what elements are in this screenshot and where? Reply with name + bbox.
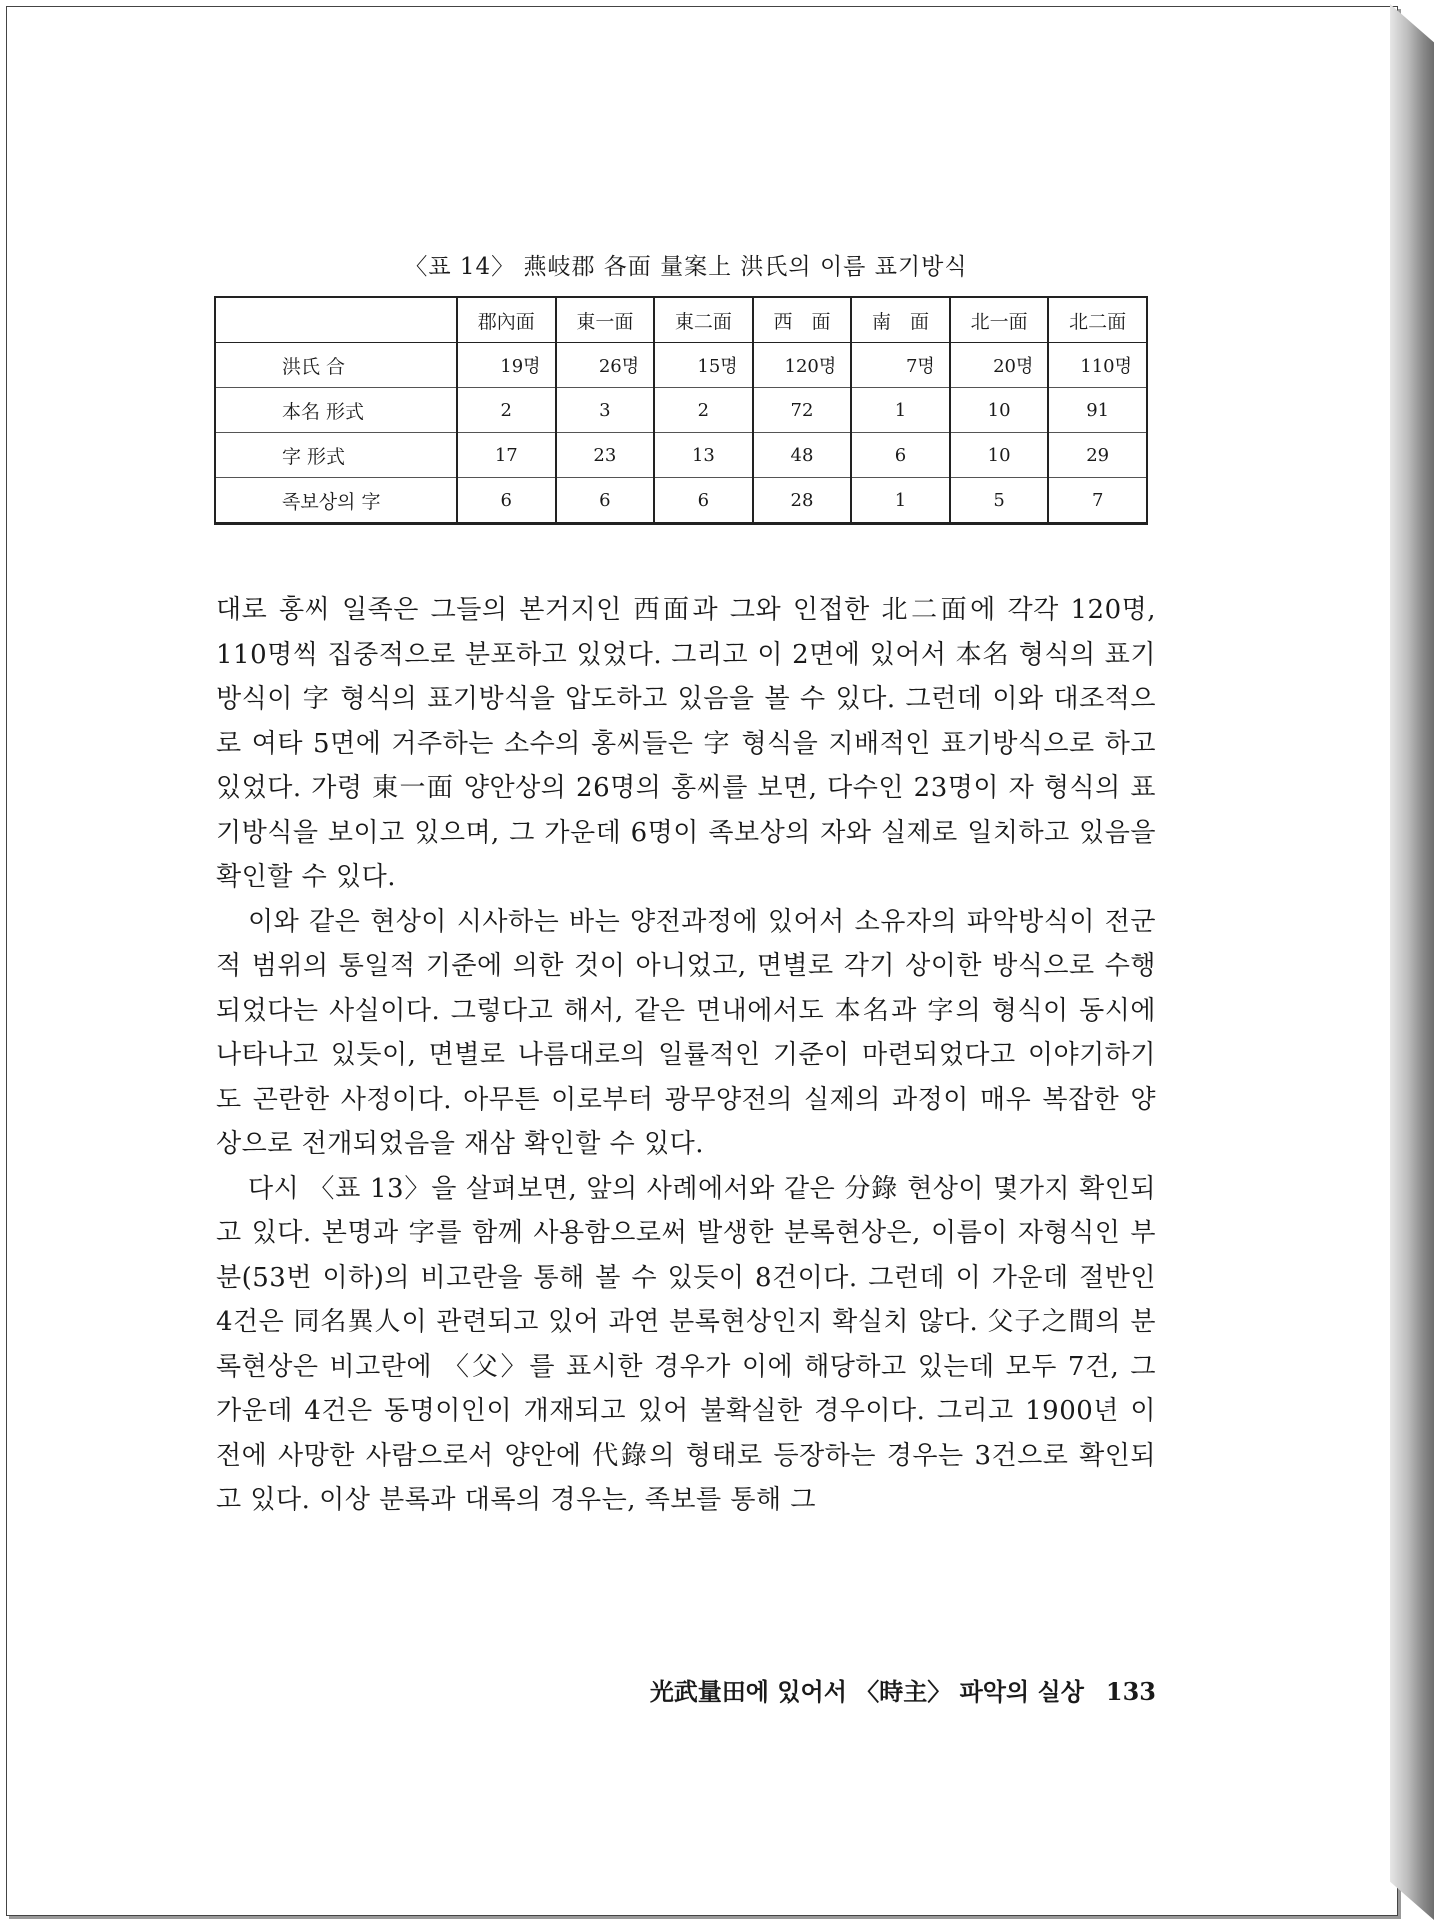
column-header: 北二面 — [1048, 297, 1147, 343]
table-cell: 29 — [1048, 433, 1147, 478]
data-table — [214, 296, 1148, 525]
table-cell: 2 — [654, 388, 753, 433]
column-header: 郡內面 — [457, 297, 556, 343]
table-cell: 6 — [851, 433, 950, 478]
table-cell: 26명 — [556, 343, 655, 388]
table-cell: 110명 — [1048, 343, 1147, 388]
table-cell: 1 — [851, 388, 950, 433]
row-label: 本名 形式 — [215, 388, 457, 433]
table-cell: 7 — [1048, 478, 1147, 524]
table-cell: 6 — [556, 478, 655, 524]
table-cell: 91 — [1048, 388, 1147, 433]
table-caption: 〈표 14〉 燕岐郡 各面 量案上 洪氏의 이름 표기방식 — [404, 254, 968, 280]
column-header: 東一面 — [556, 297, 655, 343]
table-header-row — [215, 297, 1147, 343]
table-cell: 72 — [753, 388, 852, 433]
table-cell: 23 — [556, 433, 655, 478]
table-cell: 3 — [556, 388, 655, 433]
table-corner-cell — [215, 297, 457, 343]
table-cell: 13 — [654, 433, 753, 478]
table-row — [215, 343, 1147, 388]
table-cell: 19명 — [457, 343, 556, 388]
column-header: 西 面 — [753, 297, 852, 343]
table-cell: 10 — [950, 388, 1049, 433]
paragraph: 이와 같은 현상이 시사하는 바는 양전과정에 있어서 소유자의 파악방식이 전군적 범위의 통일적 기준에 의한 것이 아니었고, 면별로 각기 상이한 방식으로 수행되었다는 사실이다. 그렇다고 해서, 같은 면내에서도 本名과 字의 형식이 동시에 나타나고 있듯이, 면별로 나름대로의 일률적인 기준이 마련되었다고 이야기하기도 곤란한 사정이다. 아무튼 이로부터 광무양전의 실제의 과정이 매우 복잡한 양상으로 전개되었음을 재삼 확인할 수 있다. — [216, 906, 1156, 1159]
table-cell: 6 — [654, 478, 753, 524]
table-cell: 20명 — [950, 343, 1049, 388]
table-cell: 1 — [851, 478, 950, 524]
table-row — [215, 388, 1147, 433]
table-row — [215, 433, 1147, 478]
row-label: 洪氏 合 — [215, 343, 457, 388]
paragraph: 다시 〈표 13〉을 살펴보면, 앞의 사례에서와 같은 分錄 현상이 몇가지 확인되고 있다. 본명과 字를 함께 사용함으로써 발생한 분록현상은, 이름이 자형식인 부분(53번 이하)의 비고란을 통해 볼 수 있듯이 8건이다. 그런데 이 가운데 절반인 4건은 同名異人이 관련되고 있어 과연 분록현상인지 확실치 않다. 父子之間의 분록현상은 비고란에 〈父〉를 표시한 경우가 이에 해당하고 있는데 모두 7건, 그 가운데 4건은 동명이인이 개재되고 있어 불확실한 경우이다. 그리고 1900년 이전에 사망한 사람으로서 양안에 代錄의 형태로 등장하는 경우는 3건으로 확인되고 있다. 이상 분록과 대록의 경우는, 족보를 통해 그 — [216, 1173, 1156, 1515]
table-cell: 48 — [753, 433, 852, 478]
table-cell: 2 — [457, 388, 556, 433]
column-header: 北一面 — [950, 297, 1049, 343]
table-cell: 6 — [457, 478, 556, 524]
table-row — [215, 478, 1147, 524]
column-header: 東二面 — [654, 297, 753, 343]
row-label: 족보상의 字 — [215, 478, 457, 524]
column-header: 南 面 — [851, 297, 950, 343]
paragraph: 대로 홍씨 일족은 그들의 본거지인 西面과 그와 인접한 北二面에 각각 120명, 110명씩 집중적으로 분포하고 있었다. 그리고 이 2면에 있어서 本名 형식의 표기방식이 字 형식의 표기방식을 압도하고 있음을 볼 수 있다. 그런데 이와 대조적으로 여타 5면에 거주하는 소수의 홍씨들은 字 형식을 지배적인 표기방식으로 하고 있었다. 가령 東一面 양안상의 26명의 홍씨를 보면, 다수인 23명이 자 형식의 표기방식을 보이고 있으며, 그 가운데 6명이 족보상의 자와 실제로 일치하고 있음을 확인할 수 있다. — [216, 595, 1156, 892]
table-cell: 5 — [950, 478, 1049, 524]
table-cell: 28 — [753, 478, 852, 524]
table-cell: 7명 — [851, 343, 950, 388]
row-label: 字 形式 — [215, 433, 457, 478]
table-cell: 10 — [950, 433, 1049, 478]
page-number: 133 — [1105, 1677, 1156, 1706]
page-footer — [600, 1672, 1156, 1707]
table-cell: 17 — [457, 433, 556, 478]
running-title: 光武量田에 있어서 〈時主〉 파악의 실상 — [649, 1677, 1084, 1706]
table-cell: 15명 — [654, 343, 753, 388]
body-text — [216, 588, 1156, 1523]
table-cell: 120명 — [753, 343, 852, 388]
